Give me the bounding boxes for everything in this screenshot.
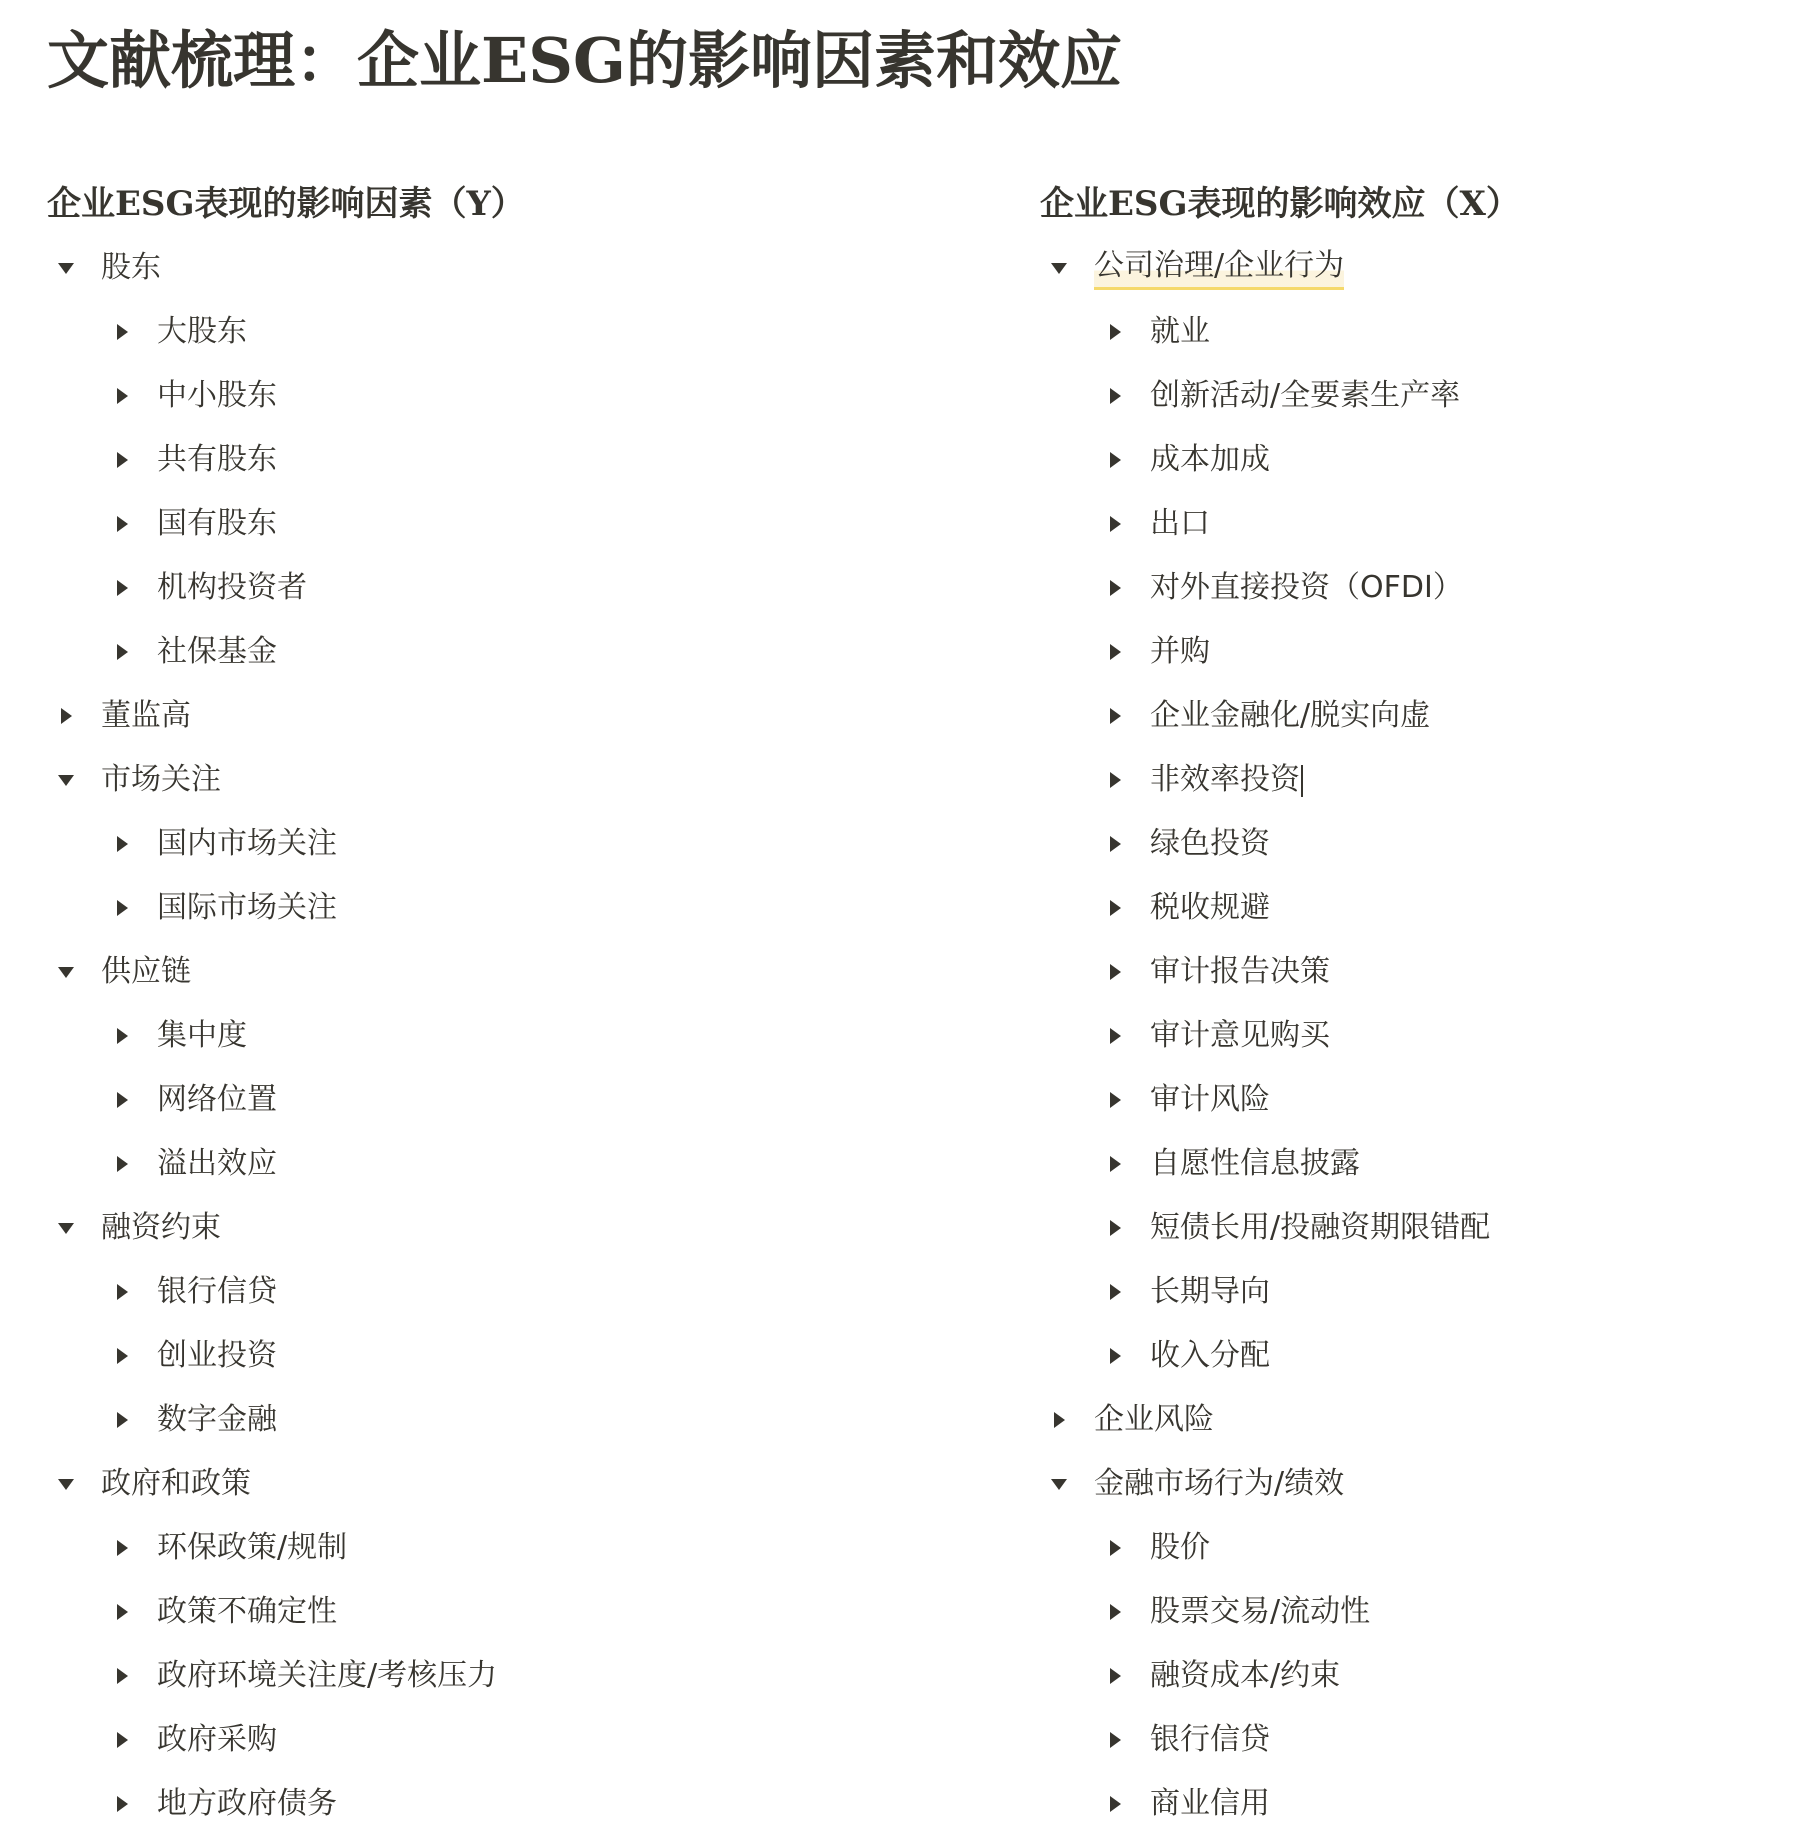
triangle-right-icon [112, 1602, 132, 1622]
triangle-right-icon [1105, 1346, 1125, 1366]
toggle-label[interactable]: 审计风险 [1150, 1082, 1270, 1117]
triangle-right-icon[interactable] [1100, 1213, 1130, 1243]
triangle-right-icon[interactable] [1100, 957, 1130, 987]
toggle-subitem [47, 1516, 997, 1580]
toggle-children [47, 1004, 997, 1196]
triangle-right-icon [112, 514, 132, 534]
triangle-right-icon [1105, 578, 1125, 598]
triangle-right-icon[interactable] [107, 1149, 137, 1179]
toggle-label[interactable]: 商业信用 [1150, 1786, 1270, 1821]
triangle-right-icon[interactable] [107, 573, 137, 603]
toggle-label[interactable]: 企业金融化/脱实向虚 [1150, 698, 1431, 733]
toggle-label[interactable]: 集中度 [157, 1018, 247, 1053]
triangle-right-icon[interactable] [107, 509, 137, 539]
toggle-row[interactable] [1040, 1132, 1790, 1196]
toggle-label[interactable]: 大股东 [157, 314, 247, 349]
triangle-right-icon[interactable] [1100, 509, 1130, 539]
toggle-label[interactable]: 董监高 [101, 698, 191, 733]
triangle-right-icon [1105, 962, 1125, 982]
triangle-right-icon[interactable] [1100, 1661, 1130, 1691]
toggle-label[interactable]: 地方政府债务 [157, 1786, 337, 1821]
toggle-label[interactable]: 创业投资 [157, 1338, 277, 1373]
toggle-row[interactable] [47, 748, 997, 812]
toggle-label[interactable]: 网络位置 [157, 1082, 277, 1117]
text-cursor [1301, 765, 1303, 797]
triangle-right-icon [1049, 1410, 1069, 1430]
toggle-row[interactable] [47, 364, 997, 428]
toggle-label[interactable]: 银行信贷 [157, 1274, 277, 1309]
toggle-row[interactable] [1040, 428, 1790, 492]
left-column-heading: 企业ESG表现的影响因素（Y） [47, 184, 525, 224]
toggle-label[interactable]: 税收规避 [1150, 890, 1270, 925]
triangle-right-icon [112, 1154, 132, 1174]
triangle-down-icon[interactable] [51, 253, 81, 283]
toggle-row[interactable] [1040, 236, 1790, 300]
toggle-row[interactable] [47, 1708, 997, 1772]
toggle-subitem [1040, 1516, 1790, 1580]
toggle-label[interactable]: 供应链 [101, 954, 191, 989]
triangle-right-icon[interactable] [1100, 829, 1130, 859]
toggle-row[interactable] [1040, 1452, 1790, 1516]
toggle-row[interactable] [47, 1452, 997, 1516]
right-toggle-list [1040, 236, 1790, 1836]
toggle-children [47, 1516, 997, 1836]
triangle-right-icon[interactable] [107, 381, 137, 411]
triangle-right-icon [1105, 1794, 1125, 1814]
toggle-row[interactable] [47, 1004, 997, 1068]
toggle-label[interactable]: 绿色投资 [1150, 826, 1270, 861]
toggle-item [47, 236, 997, 684]
triangle-right-icon [112, 386, 132, 406]
toggle-row[interactable] [1040, 1708, 1790, 1772]
toggle-label[interactable]: 共有股东 [157, 442, 277, 477]
toggle-label[interactable]: 审计意见购买 [1150, 1018, 1330, 1053]
toggle-label[interactable]: 政府和政策 [101, 1466, 251, 1501]
toggle-row[interactable] [1040, 1004, 1790, 1068]
triangle-right-icon[interactable] [1100, 1085, 1130, 1115]
triangle-down-icon[interactable] [1044, 1469, 1074, 1499]
toggle-label[interactable]: 股价 [1150, 1530, 1210, 1565]
toggle-children [1040, 1516, 1790, 1836]
toggle-row[interactable] [1040, 1388, 1790, 1452]
toggle-subitem [1040, 1580, 1790, 1644]
toggle-subitem [47, 812, 997, 876]
toggle-subitem [47, 1132, 997, 1196]
toggle-label[interactable]: 短债长用/投融资期限错配 [1150, 1210, 1491, 1245]
triangle-right-icon[interactable] [1100, 1725, 1130, 1755]
triangle-right-icon [112, 1794, 132, 1814]
triangle-right-icon[interactable] [107, 317, 137, 347]
triangle-right-icon[interactable] [107, 1533, 137, 1563]
triangle-right-icon[interactable] [107, 1021, 137, 1051]
right-column [1040, 172, 1790, 1836]
triangle-right-icon [1105, 770, 1125, 790]
triangle-right-icon [112, 1730, 132, 1750]
toggle-row[interactable] [47, 620, 997, 684]
triangle-right-icon [1105, 706, 1125, 726]
toggle-row[interactable] [1040, 556, 1790, 620]
toggle-row[interactable] [47, 428, 997, 492]
triangle-right-icon[interactable] [1100, 1533, 1130, 1563]
triangle-down-icon [56, 1474, 76, 1494]
triangle-down-icon[interactable] [51, 1469, 81, 1499]
toggle-children [47, 1260, 997, 1452]
toggle-label[interactable]: 国际市场关注 [157, 890, 337, 925]
toggle-subitem [1040, 1772, 1790, 1836]
triangle-right-icon [1105, 450, 1125, 470]
triangle-down-icon[interactable] [51, 1213, 81, 1243]
toggle-row[interactable] [47, 300, 997, 364]
toggle-row[interactable] [47, 1644, 997, 1708]
toggle-children [47, 812, 997, 940]
toggle-row[interactable] [1040, 1516, 1790, 1580]
toggle-row[interactable] [47, 1580, 997, 1644]
toggle-row[interactable] [47, 684, 997, 748]
toggle-row[interactable] [1040, 1324, 1790, 1388]
triangle-right-icon[interactable] [107, 1341, 137, 1371]
triangle-right-icon [1105, 1026, 1125, 1046]
toggle-label[interactable]: 机构投资者 [157, 570, 307, 605]
triangle-right-icon [112, 1410, 132, 1430]
toggle-subitem [47, 492, 997, 556]
triangle-down-icon [56, 1218, 76, 1238]
triangle-right-icon[interactable] [1100, 893, 1130, 923]
triangle-right-icon[interactable] [1100, 1597, 1130, 1627]
triangle-right-icon[interactable] [1100, 1149, 1130, 1179]
toggle-label[interactable]: 审计报告决策 [1150, 954, 1330, 989]
triangle-right-icon [1105, 1090, 1125, 1110]
toggle-label[interactable]: 成本加成 [1150, 442, 1270, 477]
triangle-right-icon[interactable] [107, 1725, 137, 1755]
toggle-label[interactable]: 并购 [1150, 634, 1210, 669]
toggle-label[interactable]: 政府采购 [157, 1722, 277, 1757]
toggle-item [47, 940, 997, 1196]
toggle-row[interactable] [1040, 1196, 1790, 1260]
toggle-subitem [1040, 1068, 1790, 1132]
toggle-row[interactable] [1040, 1644, 1790, 1708]
toggle-item [1040, 236, 1790, 1388]
triangle-right-icon [112, 450, 132, 470]
triangle-right-icon[interactable] [107, 893, 137, 923]
toggle-row[interactable] [47, 1772, 997, 1836]
toggle-subitem [47, 1772, 997, 1836]
toggle-row[interactable] [1040, 1260, 1790, 1324]
toggle-subitem [1040, 1260, 1790, 1324]
triangle-right-icon [112, 1666, 132, 1686]
toggle-subitem [1040, 940, 1790, 1004]
triangle-right-icon [112, 1346, 132, 1366]
triangle-right-icon[interactable] [107, 1085, 137, 1115]
toggle-label[interactable]: 自愿性信息披露 [1150, 1146, 1360, 1181]
triangle-right-icon[interactable] [107, 1661, 137, 1691]
triangle-right-icon[interactable] [107, 637, 137, 667]
toggle-subitem [47, 1324, 997, 1388]
toggle-subitem [1040, 1132, 1790, 1196]
toggle-row[interactable] [1040, 876, 1790, 940]
toggle-row[interactable] [1040, 684, 1790, 748]
toggle-label[interactable]: 就业 [1150, 314, 1210, 349]
triangle-right-icon [1105, 1154, 1125, 1174]
triangle-down-icon [1049, 258, 1069, 278]
triangle-right-icon[interactable] [1100, 573, 1130, 603]
toggle-subitem [47, 428, 997, 492]
toggle-subitem [47, 1644, 997, 1708]
toggle-label[interactable]: 市场关注 [101, 762, 221, 797]
toggle-subitem [1040, 748, 1790, 812]
triangle-right-icon[interactable] [1100, 1021, 1130, 1051]
toggle-subitem [1040, 1708, 1790, 1772]
toggle-label[interactable]: 企业风险 [1094, 1402, 1214, 1437]
toggle-label[interactable]: 政府环境关注度/考核压力 [157, 1658, 498, 1693]
triangle-right-icon[interactable] [107, 1597, 137, 1627]
toggle-subitem [1040, 1324, 1790, 1388]
triangle-right-icon [1105, 1218, 1125, 1238]
toggle-label[interactable]: 创新活动/全要素生产率 [1150, 378, 1461, 413]
toggle-row[interactable] [47, 1388, 997, 1452]
toggle-subitem [47, 1068, 997, 1132]
toggle-subitem [47, 1708, 997, 1772]
triangle-right-icon[interactable] [51, 701, 81, 731]
toggle-row[interactable] [47, 556, 997, 620]
triangle-right-icon[interactable] [107, 1405, 137, 1435]
triangle-right-icon [112, 578, 132, 598]
toggle-label[interactable]: 数字金融 [157, 1402, 277, 1437]
triangle-down-icon [56, 962, 76, 982]
toggle-subitem [47, 876, 997, 940]
triangle-down-icon[interactable] [1044, 253, 1074, 283]
toggle-row[interactable] [1040, 748, 1790, 812]
toggle-row[interactable] [1040, 1068, 1790, 1132]
toggle-row[interactable] [47, 1260, 997, 1324]
toggle-row[interactable] [47, 1132, 997, 1196]
toggle-label[interactable]: 融资成本/约束 [1150, 1658, 1341, 1693]
triangle-right-icon[interactable] [107, 445, 137, 475]
toggle-item [47, 684, 997, 748]
toggle-item [47, 1452, 997, 1836]
triangle-right-icon[interactable] [1100, 1277, 1130, 1307]
toggle-subitem [1040, 428, 1790, 492]
toggle-subitem [47, 1580, 997, 1644]
toggle-row[interactable] [1040, 492, 1790, 556]
toggle-subitem [47, 1260, 997, 1324]
triangle-right-icon [112, 1538, 132, 1558]
toggle-label[interactable]: 股东 [101, 250, 161, 285]
toggle-row[interactable] [47, 940, 997, 1004]
toggle-item [47, 748, 997, 940]
toggle-label[interactable]: 非效率投资 [1150, 760, 1303, 800]
toggle-label[interactable]: 溢出效应 [157, 1146, 277, 1181]
triangle-right-icon [1105, 1602, 1125, 1622]
left-column [47, 172, 997, 1836]
left-toggle-list [47, 236, 997, 1836]
triangle-right-icon [112, 1026, 132, 1046]
toggle-row[interactable] [47, 492, 997, 556]
toggle-label[interactable]: 中小股东 [157, 378, 277, 413]
toggle-label[interactable]: 股票交易/流动性 [1150, 1594, 1371, 1629]
toggle-row[interactable] [47, 1324, 997, 1388]
toggle-subitem [47, 620, 997, 684]
toggle-item [47, 1196, 997, 1452]
toggle-children [1040, 300, 1790, 1388]
triangle-right-icon [112, 322, 132, 342]
toggle-label[interactable]: 收入分配 [1150, 1338, 1270, 1373]
toggle-label[interactable]: 公司治理/企业行为 [1094, 246, 1344, 290]
toggle-label[interactable]: 对外直接投资（OFDI） [1150, 570, 1463, 605]
toggle-label[interactable]: 环保政策/规制 [157, 1530, 348, 1565]
toggle-subitem [1040, 1644, 1790, 1708]
toggle-row[interactable] [47, 812, 997, 876]
triangle-down-icon [56, 770, 76, 790]
toggle-row[interactable] [1040, 300, 1790, 364]
toggle-children [47, 300, 997, 684]
toggle-label[interactable]: 社保基金 [157, 634, 277, 669]
triangle-right-icon [1105, 898, 1125, 918]
triangle-right-icon [112, 1090, 132, 1110]
toggle-label[interactable]: 融资约束 [101, 1210, 221, 1245]
triangle-right-icon [1105, 1538, 1125, 1558]
toggle-label[interactable]: 国有股东 [157, 506, 277, 541]
toggle-subitem [1040, 812, 1790, 876]
toggle-row[interactable] [47, 1196, 997, 1260]
toggle-label[interactable]: 国内市场关注 [157, 826, 337, 861]
triangle-right-icon [1105, 1666, 1125, 1686]
triangle-right-icon[interactable] [1044, 1405, 1074, 1435]
toggle-label[interactable]: 金融市场行为/绩效 [1094, 1466, 1345, 1501]
triangle-right-icon[interactable] [1100, 701, 1130, 731]
toggle-subitem [47, 300, 997, 364]
triangle-right-icon[interactable] [1100, 1341, 1130, 1371]
toggle-row[interactable] [47, 236, 997, 300]
triangle-right-icon [1105, 1730, 1125, 1750]
toggle-subitem [47, 1004, 997, 1068]
toggle-subitem [1040, 876, 1790, 940]
toggle-subitem [1040, 1004, 1790, 1068]
toggle-label[interactable]: 银行信贷 [1150, 1722, 1270, 1757]
triangle-right-icon [1105, 642, 1125, 662]
triangle-right-icon[interactable] [107, 1277, 137, 1307]
triangle-right-icon[interactable] [1100, 317, 1130, 347]
toggle-subitem [47, 364, 997, 428]
triangle-down-icon[interactable] [51, 765, 81, 795]
toggle-subitem [1040, 684, 1790, 748]
triangle-right-icon[interactable] [1100, 765, 1130, 795]
triangle-right-icon [112, 1282, 132, 1302]
triangle-right-icon [56, 706, 76, 726]
toggle-row[interactable] [47, 1068, 997, 1132]
triangle-right-icon[interactable] [1100, 381, 1130, 411]
toggle-row[interactable] [1040, 940, 1790, 1004]
toggle-subitem [1040, 1196, 1790, 1260]
triangle-right-icon [112, 642, 132, 662]
triangle-right-icon[interactable] [1100, 445, 1130, 475]
toggle-row[interactable] [1040, 620, 1790, 684]
toggle-row[interactable] [47, 1516, 997, 1580]
toggle-row[interactable] [47, 876, 997, 940]
toggle-label[interactable]: 出口 [1150, 506, 1210, 541]
triangle-down-icon [1049, 1474, 1069, 1494]
toggle-subitem [47, 1388, 997, 1452]
toggle-row[interactable] [1040, 812, 1790, 876]
right-column-heading: 企业ESG表现的影响效应（X） [1040, 184, 1520, 224]
toggle-subitem [1040, 300, 1790, 364]
toggle-item [1040, 1388, 1790, 1452]
toggle-subitem [47, 556, 997, 620]
triangle-right-icon [1105, 834, 1125, 854]
toggle-row[interactable] [1040, 1772, 1790, 1836]
toggle-item [1040, 1452, 1790, 1836]
toggle-label[interactable]: 政策不确定性 [157, 1594, 337, 1629]
triangle-right-icon [1105, 1282, 1125, 1302]
triangle-down-icon[interactable] [51, 957, 81, 987]
triangle-right-icon[interactable] [1100, 637, 1130, 667]
triangle-right-icon[interactable] [1100, 1789, 1130, 1819]
triangle-right-icon [112, 898, 132, 918]
toggle-row[interactable] [1040, 364, 1790, 428]
triangle-right-icon [1105, 514, 1125, 534]
toggle-row[interactable] [1040, 1580, 1790, 1644]
toggle-subitem [1040, 620, 1790, 684]
triangle-right-icon [1105, 322, 1125, 342]
toggle-subitem [1040, 492, 1790, 556]
toggle-subitem [1040, 556, 1790, 620]
triangle-right-icon [1105, 386, 1125, 406]
page-title: 文献梳理：企业ESG的影响因素和效应 [47, 24, 1122, 97]
toggle-label[interactable]: 长期导向 [1150, 1274, 1270, 1309]
triangle-right-icon[interactable] [107, 1789, 137, 1819]
toggle-subitem [1040, 364, 1790, 428]
triangle-down-icon [56, 258, 76, 278]
triangle-right-icon [112, 834, 132, 854]
triangle-right-icon[interactable] [107, 829, 137, 859]
